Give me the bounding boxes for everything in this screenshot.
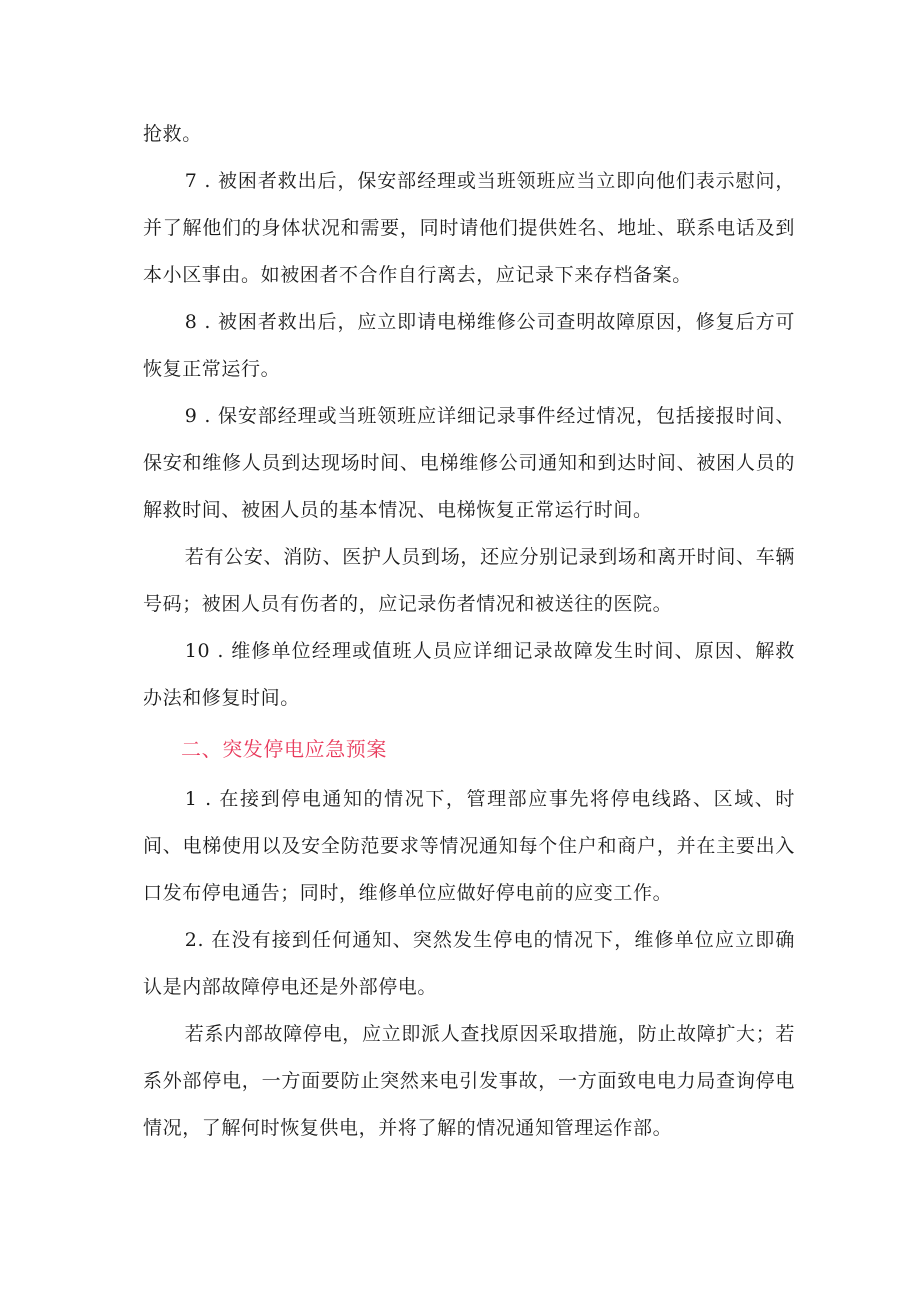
- paragraph-item-8: 8 . 被困者救出后，应立即请电梯维修公司查明故障原因，修复后方可恢复正常运行。: [143, 311, 795, 380]
- paragraph-item-10: 10 . 维修单位经理或值班人员应详细记录故障发生时间、原因、解救办法和修复时间。: [143, 640, 795, 709]
- paragraph-section-item-1: 1 . 在接到停电通知的情况下，管理部应事先将停电线路、区域、时间、电梯使用以及安全防范要求等情况通知每个住户和商户，并在主要出入口发布停电通告；同时，维修单位应做好停电前的应变工作。: [143, 788, 795, 904]
- paragraph-item-9-supplement: 若有公安、消防、医护人员到场，还应分别记录到场和离开时间、车辆号码；被困人员有伤者的，应记录伤者情况和被送往的医院。: [143, 546, 795, 615]
- paragraph-item-7: 7 . 被困者救出后，保安部经理或当班领班应当立即向他们表示慰问，并了解他们的身体状况和需要，同时请他们提供姓名、地址、联系电话及到本小区事由。如被困者不合作自行离去，应记录下来存档备案。: [143, 170, 795, 286]
- paragraph-section-item-2: 2. 在没有接到任何通知、突然发生停电的情况下，维修单位应立即确认是内部故障停电还是外部停电。: [143, 929, 795, 998]
- paragraph-section-item-2-supplement: 若系内部故障停电，应立即派人查找原因采取措施，防止故障扩大；若系外部停电，一方面要防止突然来电引发事故，一方面致电电力局查询停电情况，了解何时恢复供电，并将了解的情况通知管理运作部。: [143, 1023, 795, 1139]
- paragraph-item-9: 9 . 保安部经理或当班领班应详细记录事件经过情况，包括接报时间、保安和维修人员到达现场时间、电梯维修公司通知和到达时间、被困人员的解救时间、被困人员的基本情况、电梯恢复正常运行时间。: [143, 405, 795, 521]
- document-body: [143, 111, 795, 1152]
- paragraph-rescue-end: 抢救。: [143, 123, 202, 145]
- section-heading-power-outage: 二、突发停电应急预案: [181, 737, 387, 761]
